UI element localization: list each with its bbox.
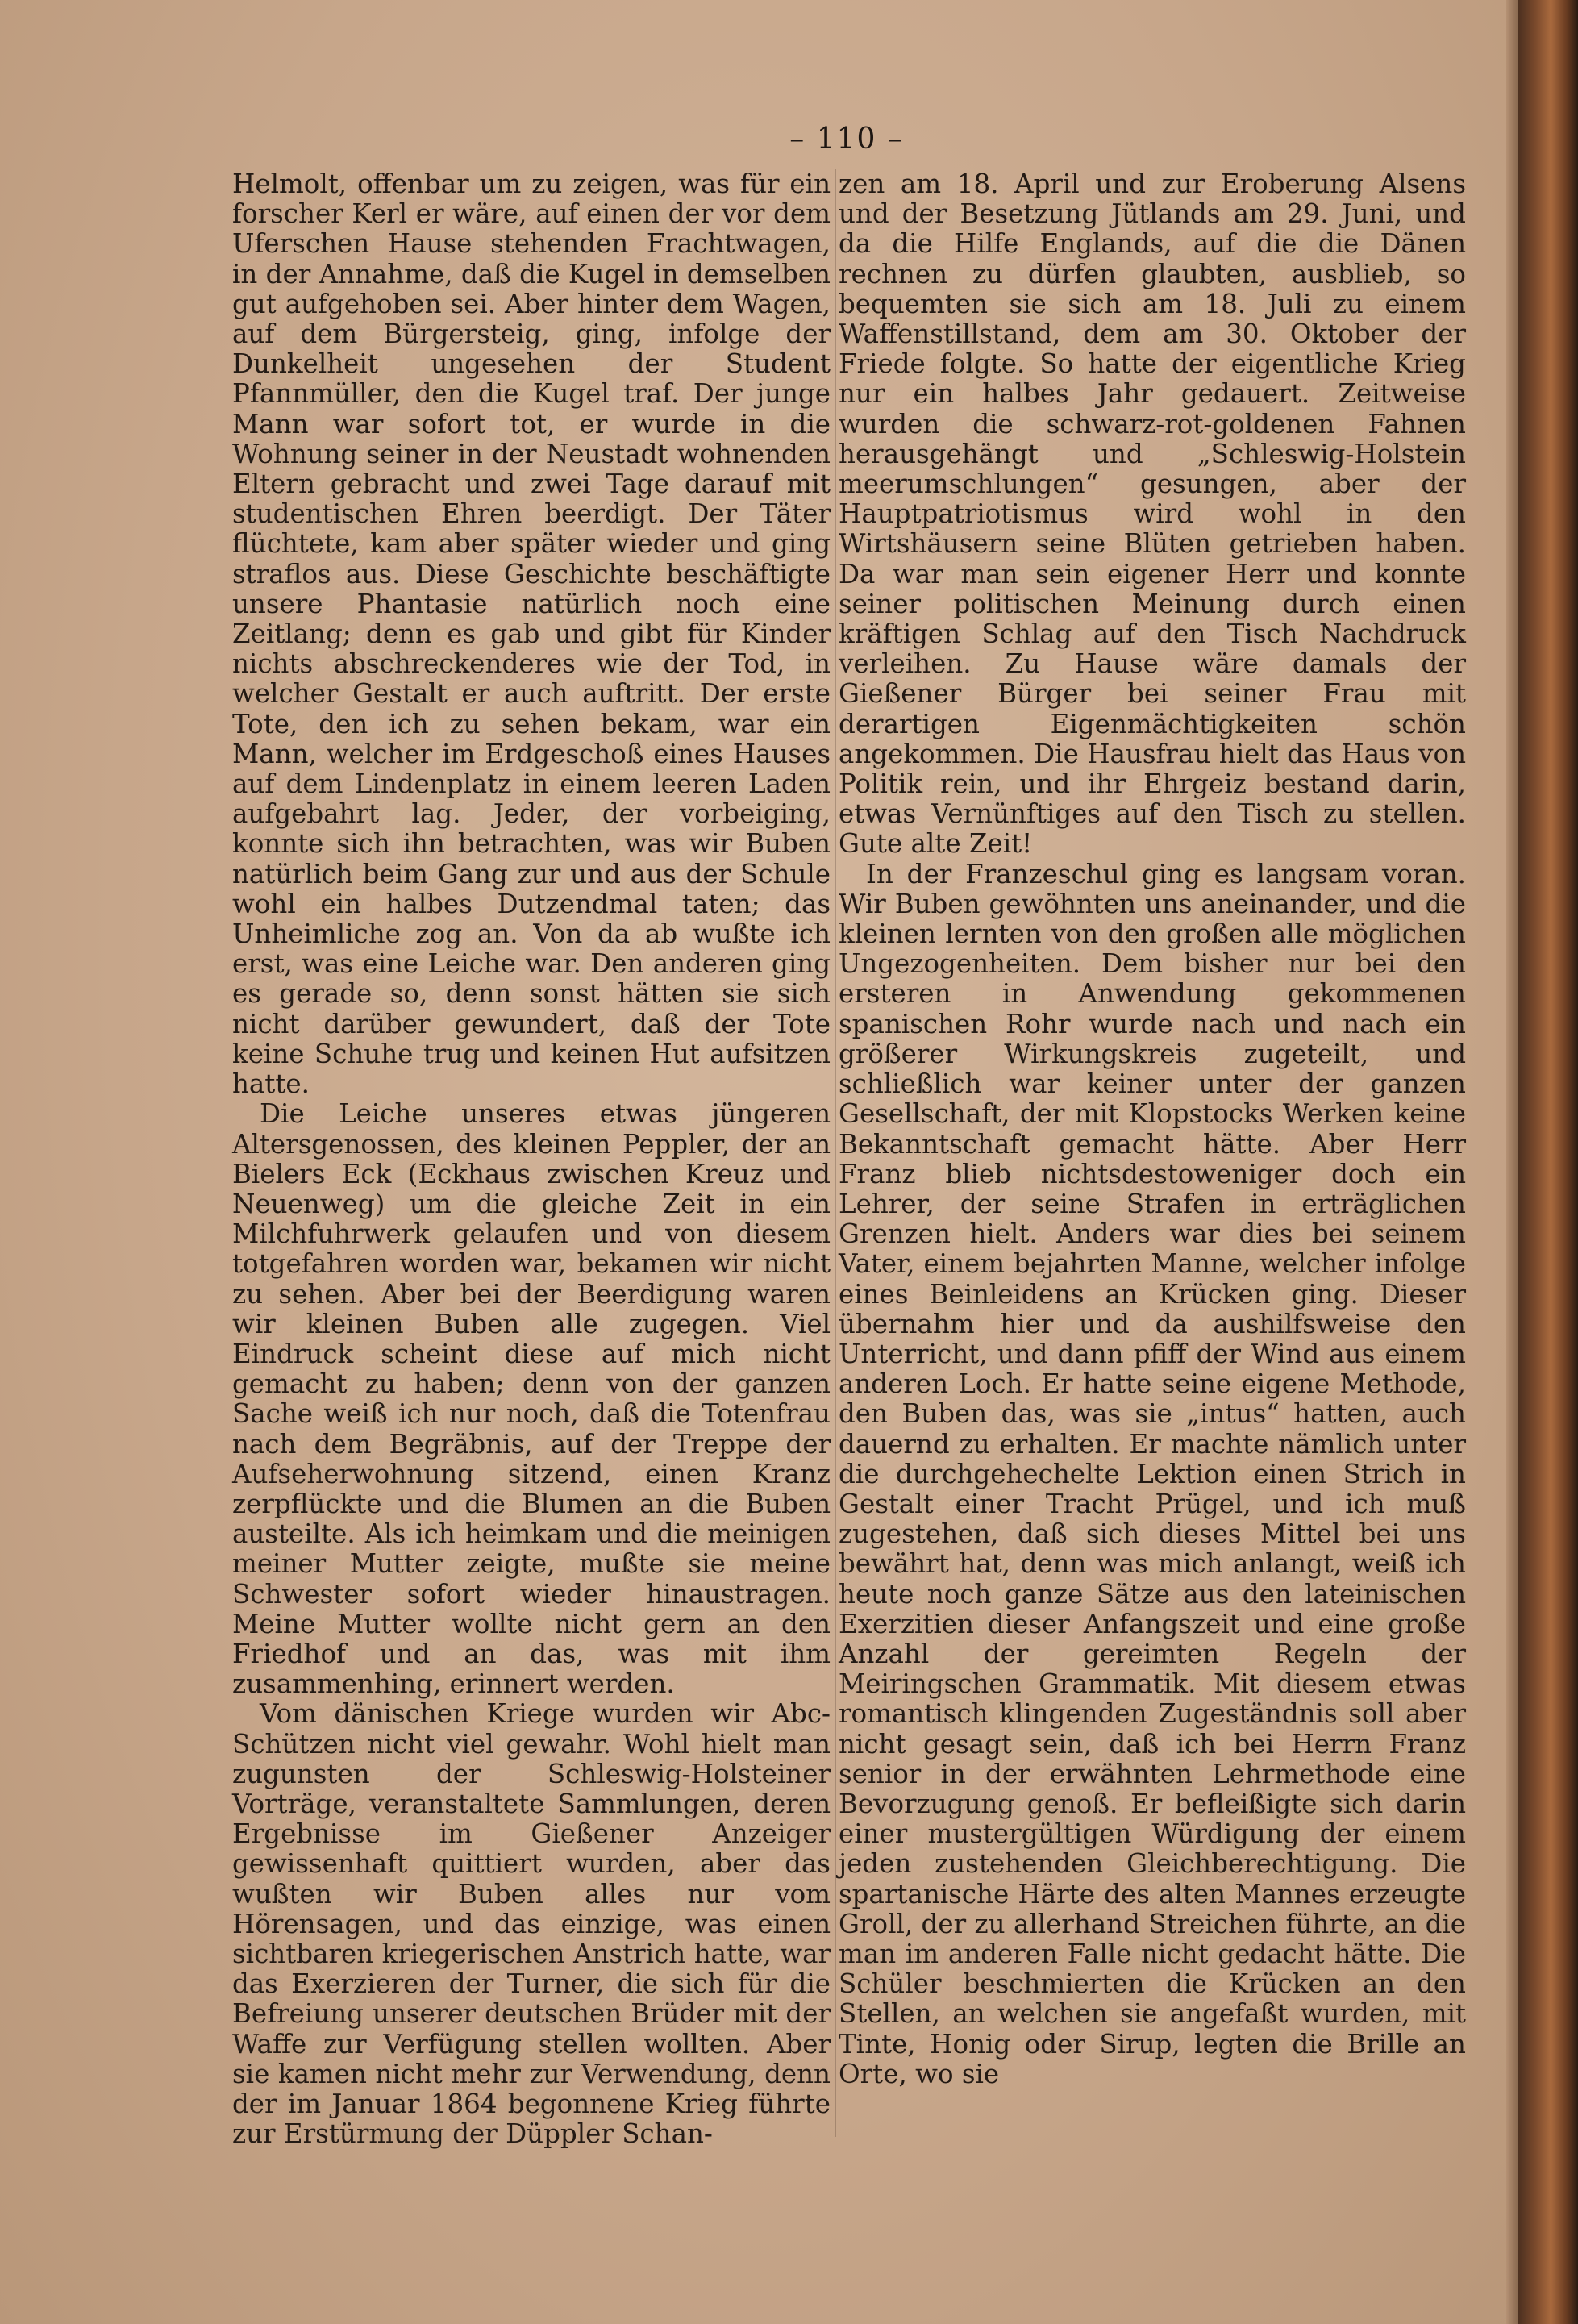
paragraph: In der Franzeschul ging es langsam voran. Wir Buben gewöhnten uns aneinander, und die kleinen lernten von den großen alle möglichen Ungezogenheiten. Dem bisher nur bei den ersteren in Anwendung gekommenen spanischen Rohr wurde nach und nach ein größerer Wirkungskreis zugeteilt, und schließlich war keiner unter der ganzen Gesellschaft, der mit Klopstocks Werken keine Bekanntschaft gemacht hätte. Aber Herr Franz blieb nichtsdestoweniger doch ein Lehrer, der seine Strafen in erträglichen Grenzen hielt. Anders war dies bei seinem Vater, einem bejahrten Manne, welcher infolge eines Beinleidens an Krücken ging. Dieser übernahm hier und da aushilfsweise den Unterricht, und dann pfiff der Wind aus einem anderen Loch. Er hatte seine eigene Methode, den Buben das, was sie „intus“ hatten, auch dauernd zu erhalten. Er machte nämlich unter die durchgehechelte Lektion einen Strich in Gestalt einer Tracht Prügel, und ich muß zugestehen, daß sich dieses Mittel bei uns bewährt hat, denn was mich anlangt, weiß ich heute noch ganze Sätze aus den lateinischen Exerzitien dieser Anfangszeit und eine große Anzahl der gereimten Regeln der Meiringschen Grammatik. Mit diesem etwas romantisch klingenden Zugeständnis soll aber nicht gesagt sein, daß ich bei Herrn Franz senior in der erwähnten Lehrmethode eine Bevorzugung genoß. Er befleißigte sich darin einer mustergültigen Würdigung der einem jeden zustehenden Gleichberechtigung. Die spartanische Härte des alten Mannes erzeugte Groll, der zu allerhand Streichen führte, an die man im anderen Falle nicht gedacht hätte. Die Schüler beschmierten die Krücken an den Stellen, an welchen sie angefaßt wurden, mit Tinte, Honig oder Sirup, legten die Brille an Orte, wo sie [839, 858, 1466, 2089]
paragraph: Helmolt, offenbar um zu zeigen, was für ein forscher Kerl er wäre, auf einen der vor dem Uferschen Hause stehenden Frachtwagen, in der Annahme, daß die Kugel in demselben gut aufgehoben sei. Aber hinter dem Wagen, auf dem Bürgersteig, ging, infolge der Dunkelheit ungesehen der Student Pfannmüller, den die Kugel traf. Der junge Mann war sofort tot, er wurde in die Wohnung seiner in der Neustadt wohnenden Eltern gebracht und zwei Tage darauf mit studentischen Ehren beerdigt. Der Täter flüchtete, kam aber später wieder und ging straflos aus. Diese Geschichte beschäftigte unsere Phantasie natürlich noch eine Zeitlang; denn es gab und gibt für Kinder nichts abschreckenderes wie der Tod, in welcher Gestalt er auch auftritt. Der erste Tote, den ich zu sehen bekam, war ein Mann, welcher im Erdgeschoß eines Hauses auf dem Lindenplatz in einem leeren Laden aufgebahrt lag. Jeder, der vorbeiging, konnte sich ihn betrachten, was wir Buben natürlich beim Gang zur und aus der Schule wohl ein halbes Dutzendmal taten; das Unheimliche zog an. Von da ab wußte ich erst, was eine Leiche war. Den anderen ging es gerade so, denn sonst hätten sie sich nicht darüber gewundert, daß der Tote keine Schuhe trug und keinen Hut aufsitzen hatte. [232, 169, 831, 1100]
page-edge [1506, 0, 1518, 2324]
column-divider [835, 169, 836, 2137]
page-number-header: – 110 – [789, 123, 904, 156]
paragraph: Die Leiche unseres etwas jüngeren Altersgenossen, des kleinen Peppler, der an Bielers Eck (Eckhaus zwischen Kreuz und Neuenweg) um die gleiche Zeit in ein Milchfuhrwerk gelaufen und von diesem totgefahren worden war, bekamen wir nicht zu sehen. Aber bei der Beerdigung waren wir kleinen Buben alle zugegen. Viel Eindruck scheint diese auf mich nicht gemacht zu haben; denn von der ganzen Sache weiß ich nur noch, daß die Totenfrau nach dem Begräbnis, auf der Treppe der Aufseherwohnung sitzend, einen Kranz zerpflückte und die Blumen an die Buben austeilte. Als ich heimkam und die meinigen meiner Mutter zeigte, mußte sie meine Schwester sofort wieder hinaustragen. Meine Mutter wollte nicht gern an den Friedhof und an das, was mit ihm zusammenhing, erinnert werden. [232, 1098, 831, 1700]
paragraph: Vom dänischen Kriege wurden wir Abc-Schützen nicht viel gewahr. Wohl hielt man zugunsten der Schleswig-Holsteiner Vorträge, veranstaltete Sammlungen, deren Ergebnisse im Gießener Anzeiger gewissenhaft quittiert wurden, aber das wußten wir Buben alles nur vom Hörensagen, und das einzige, was einen sichtbaren kriegerischen Anstrich hatte, war das Exerzieren der Turner, die sich für die Befreiung unserer deutschen Brüder mit der Waffe zur Verfügung stellen wollten. Aber sie kamen nicht mehr zur Verwendung, denn der im Januar 1864 begonnene Krieg führte zur Erstürmung der Düppler Schan- [232, 1698, 831, 2150]
right-text-column [839, 169, 1466, 2089]
left-text-column [232, 169, 831, 2149]
paragraph: zen am 18. April und zur Eroberung Alsens und der Besetzung Jütlands am 29. Juni, und da die Hilfe Englands, auf die die Dänen rechnen zu dürfen glaubten, ausblieb, so bequemten sie sich am 18. Juli zu einem Waffenstillstand, dem am 30. Oktober der Friede folgte. So hatte der eigentliche Krieg nur ein halbes Jahr gedauert. Zeitweise wurden die schwarz-rot-goldenen Fahnen herausgehängt und „Schleswig-Holstein meerumschlungen“ gesungen, aber der Hauptpatriotismus wird wohl in den Wirtshäusern seine Blüten getrieben haben. Da war man sein eigener Herr und konnte seiner politischen Meinung durch einen kräftigen Schlag auf den Tisch Nachdruck verleihen. Zu Hause wäre damals der Gießener Bürger bei seiner Frau mit derartigen Eigenmächtigkeiten schön angekommen. Die Hausfrau hielt das Haus von Politik rein, und ihr Ehrgeiz bestand darin, etwas Vernünftiges auf den Tisch zu stellen. Gute alte Zeit! [839, 169, 1466, 860]
book-spine [1518, 0, 1578, 2324]
